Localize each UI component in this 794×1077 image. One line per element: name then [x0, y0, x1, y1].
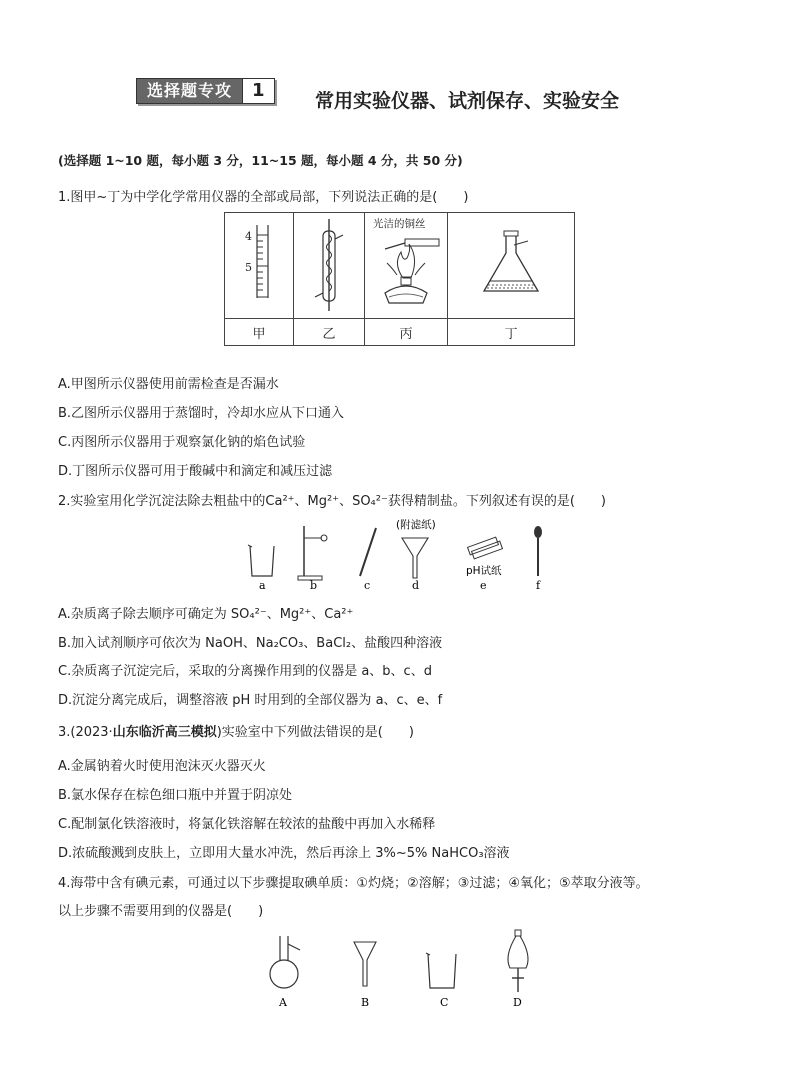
q3-stem-pre: 3.(2023·: [58, 725, 113, 740]
label-B: B: [361, 996, 370, 1009]
q1-stem: 1.图甲~丁为中学化学常用仪器的全部或局部，下列说法正确的是( ): [58, 190, 469, 205]
q4-stem-line2: 以上步骤不需要用到的仪器是( ): [58, 904, 264, 919]
glass-rod-c: [360, 528, 376, 592]
q1-figure-table: [224, 212, 575, 346]
q1-option-a: A.甲图所示仪器使用前需检查是否漏水: [58, 377, 279, 392]
scale-mark-4: 4: [245, 230, 252, 243]
q4-stem-line1: 4.海带中含有碘元素，可通过以下步骤提取碘单质：①灼烧；②溶解；③过滤；④氧化；⑤萃取分液等。: [58, 876, 649, 891]
label-A: A: [279, 996, 287, 1009]
beaker-c: [426, 953, 456, 1009]
label-C: C: [440, 996, 449, 1009]
label-bing: 丙: [365, 319, 448, 346]
label-jia: 甲: [225, 319, 294, 346]
page-title: 常用实验仪器、试剂保存、实验安全: [315, 90, 620, 112]
figure-conical-flask: [448, 213, 575, 319]
ph-paper-e: [466, 537, 502, 592]
q2-stem-post: 获得精制盐。下列叙述有误的是( ): [387, 494, 606, 509]
figure-buret: [225, 213, 294, 319]
q2-stem-pre: 2.实验室用化学沉淀法除去粗盐中的Ca: [58, 494, 283, 509]
q4-figure: [258, 926, 548, 1011]
label-yi: 乙: [294, 319, 365, 346]
section-badge: [136, 78, 275, 104]
figure-condenser: [294, 213, 365, 319]
q1-option-c: C.丙图所示仪器用于观察氯化钠的焰色试验: [58, 435, 306, 450]
badge-label: 选择题专攻: [137, 79, 242, 103]
q3-stem: [58, 721, 414, 740]
label-e: e: [480, 579, 487, 592]
q3-stem-post: )实验室中下列做法错误的是( ): [216, 725, 414, 740]
label-f: f: [536, 579, 541, 592]
q2-option-c: C.杂质离子沉淀完后，采取的分离操作用到的仪器是 a、b、c、d: [58, 664, 432, 679]
q2-stem-ions: ²⁺、Mg²⁺、SO₄²⁻: [282, 494, 388, 509]
q1-option-b: B.乙图所示仪器用于蒸馏时，冷却水应从下口通入: [58, 406, 345, 421]
q3-option-c: C.配制氯化铁溶液时，将氯化铁溶解在较浓的盐酸中再加入水稀释: [58, 817, 436, 832]
figure-alcohol-lamp: [365, 213, 448, 319]
q3-option-d: D.浓硫酸溅到皮肤上，立即用大量水冲洗，然后再涂上 3%~5% NaHCO₃溶液: [58, 846, 510, 861]
q2-option-b: B.加入试剂顺序可依次为 NaOH、Na₂CO₃、BaCl₂、盐酸四种溶液: [58, 636, 443, 651]
separatory-funnel-d: [508, 930, 528, 1009]
beaker-a: [248, 545, 274, 592]
q3-option-a: A.金属钠着火时使用泡沫灭火器灭火: [58, 759, 266, 774]
dropper-f: [534, 526, 542, 592]
flask-a: [270, 936, 300, 1009]
label-c: c: [364, 579, 371, 592]
label-d: d: [412, 579, 420, 592]
ph-caption: pH试纸: [466, 565, 502, 577]
funnel-b: [354, 942, 376, 1009]
label-b: b: [310, 579, 318, 592]
filter-caption: (附滤纸): [396, 519, 436, 531]
q2-stem: [58, 490, 606, 509]
funnel-d: [396, 518, 436, 592]
iron-stand-b: [298, 526, 327, 592]
q3-source: 山东临沂高三模拟: [112, 725, 217, 740]
label-ding: 丁: [448, 319, 575, 346]
q2-option-d: D.沉淀分离完成后，调整溶液 pH 时用到的全部仪器为 a、c、e、f: [58, 693, 443, 708]
badge-number: 1: [242, 79, 274, 103]
q2-figure: [240, 518, 560, 593]
scale-mark-5: 5: [245, 261, 252, 274]
wire-caption: 光洁的铜丝: [373, 218, 426, 230]
q2-option-a: A.杂质离子除去顺序可确定为 SO₄²⁻、Mg²⁺、Ca²⁺: [58, 607, 354, 622]
score-note: (选择题 1~10 题，每小题 3 分，11~15 题，每小题 4 分，共 50 分): [58, 153, 463, 168]
label-D: D: [513, 996, 522, 1009]
q3-option-b: B.氯水保存在棕色细口瓶中并置于阴凉处: [58, 788, 293, 803]
q1-option-d: D.丁图所示仪器可用于酸碱中和滴定和减压过滤: [58, 464, 333, 479]
label-a: a: [259, 579, 266, 592]
